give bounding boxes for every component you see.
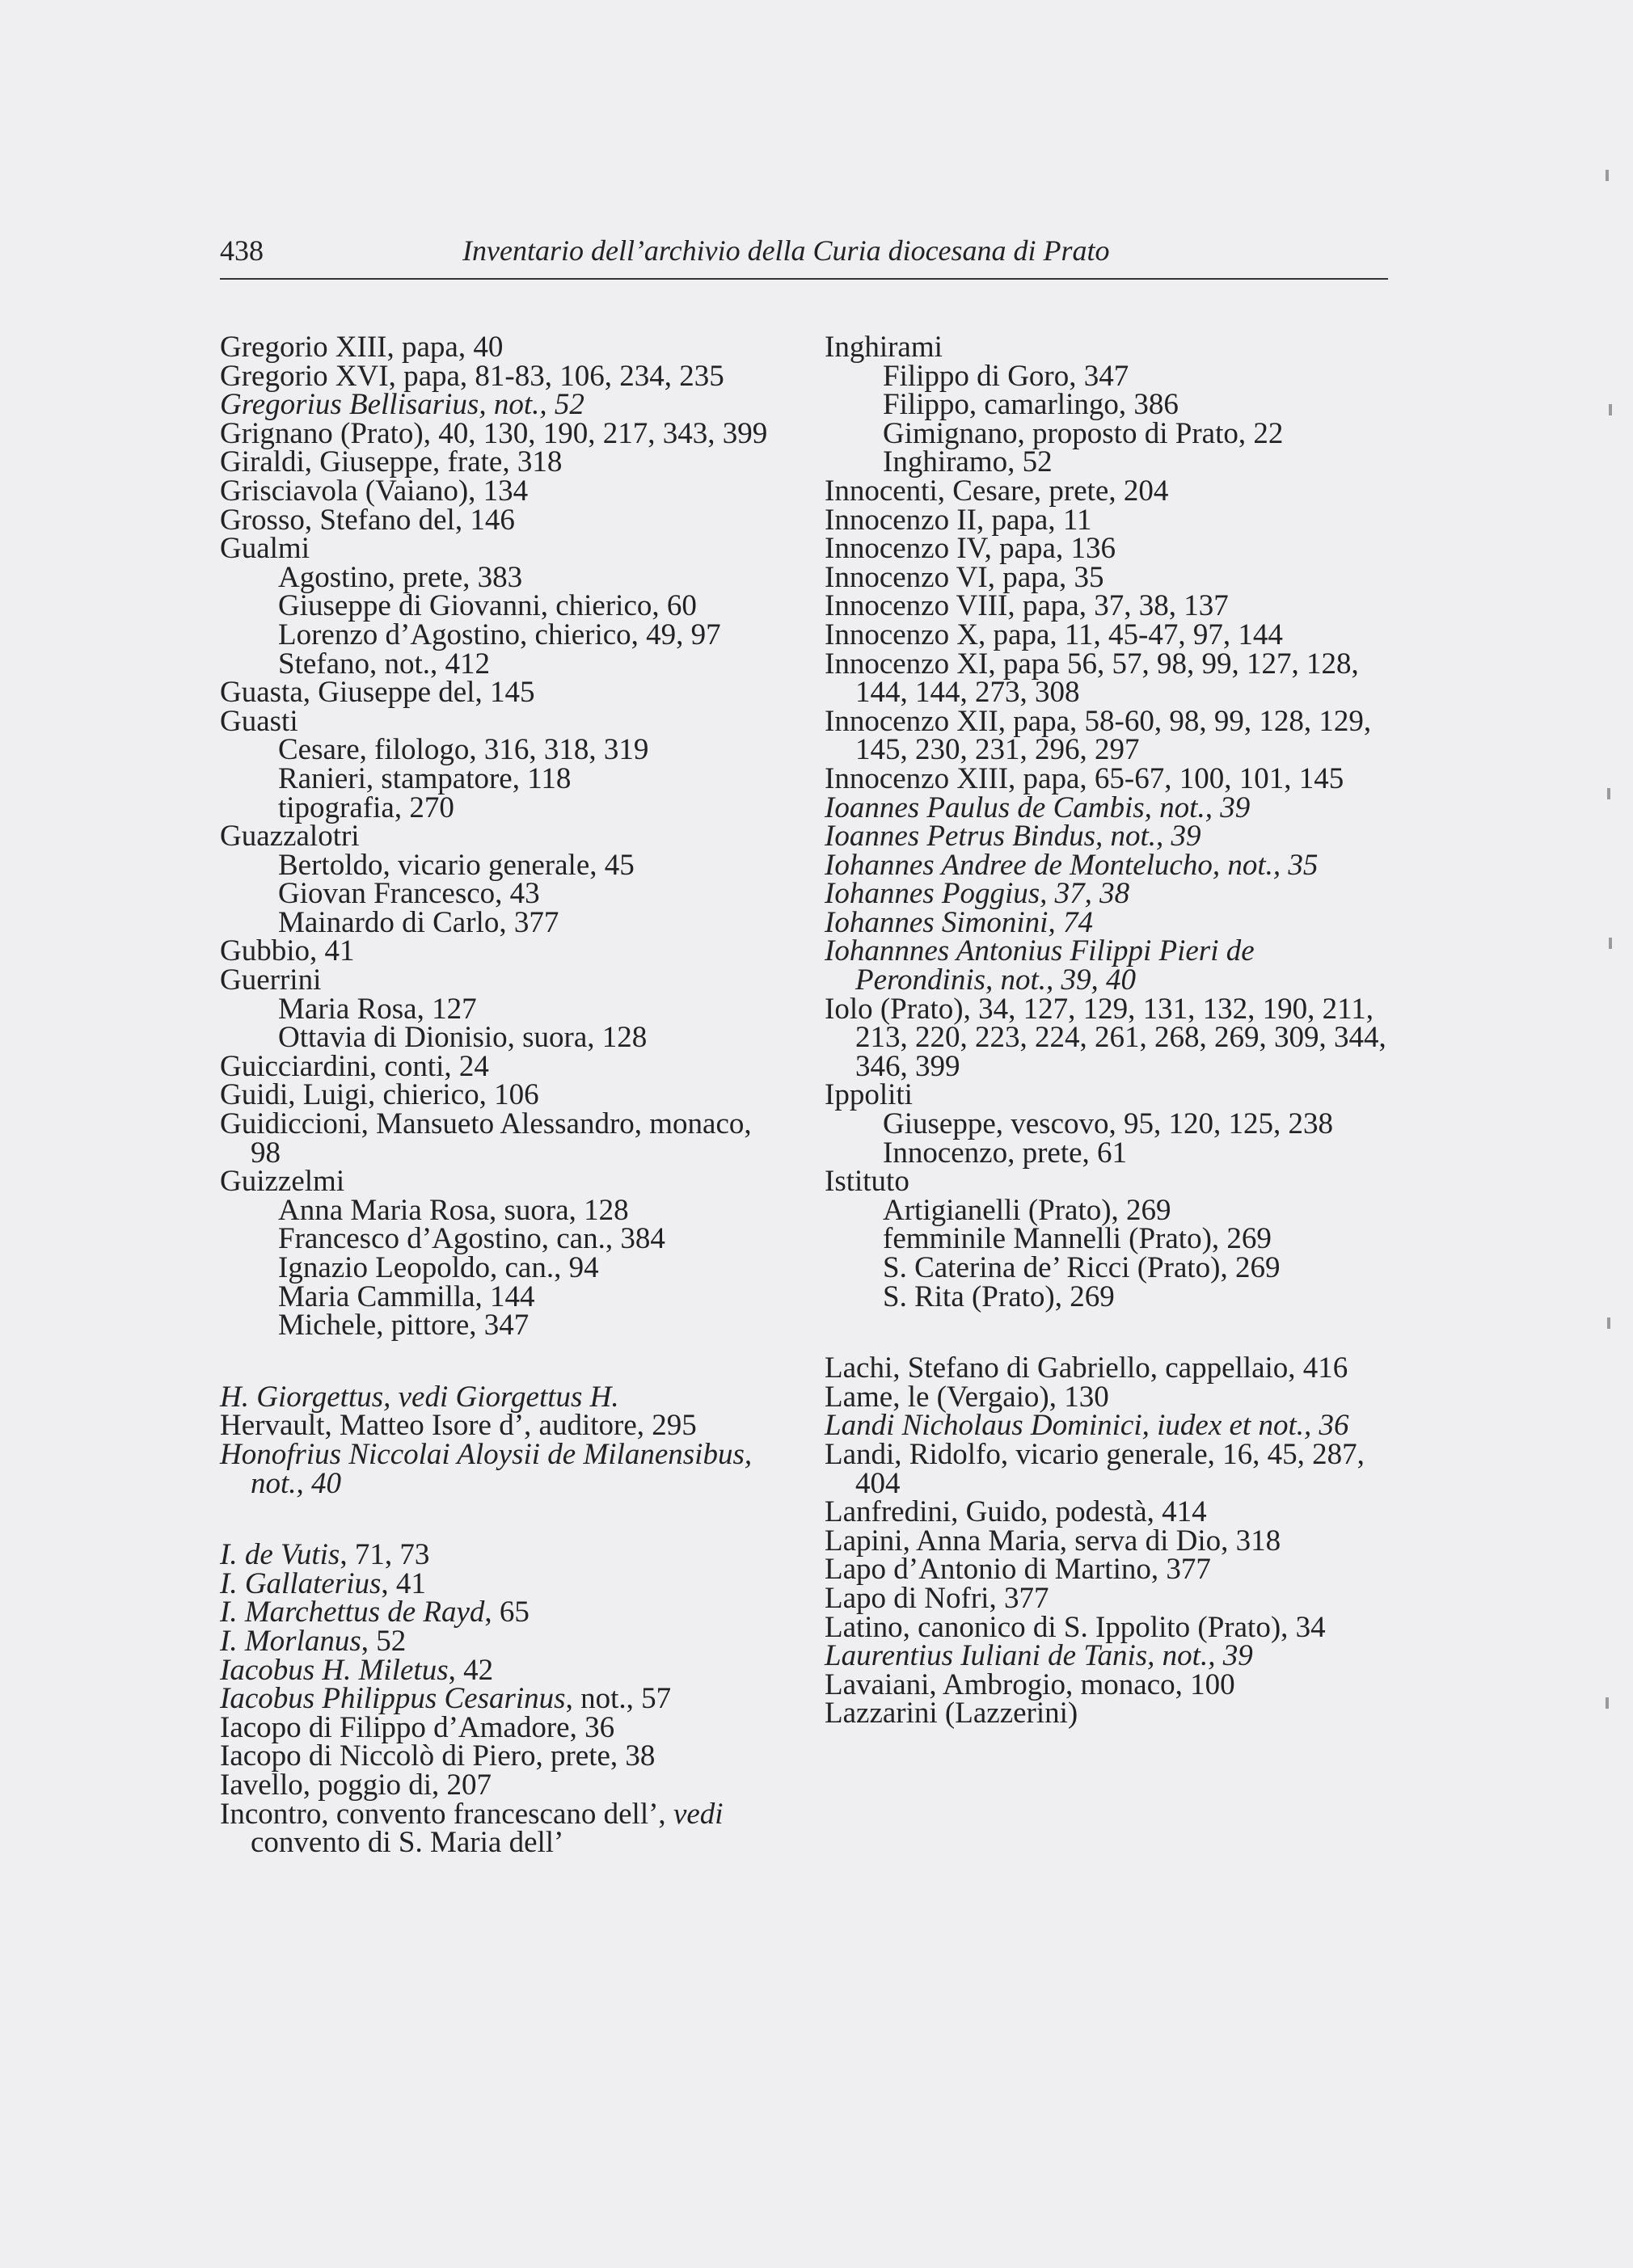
entry-text: Hervault, Matteo Isore d’, auditore, 295 <box>220 1409 697 1443</box>
index-subentry <box>220 560 786 594</box>
running-header <box>220 231 1388 280</box>
index-entry <box>825 704 1390 767</box>
index-section-break <box>220 1498 786 1541</box>
index-entry <box>825 1078 1390 1112</box>
entry-text: Inghirami <box>825 331 943 364</box>
entry-text: Innocenzo X, papa, 11, 45-47, 97, 144 <box>825 618 1283 651</box>
index-entry <box>825 1495 1390 1529</box>
scan-edge-mark <box>1607 788 1610 799</box>
entry-text: Landi, Ridolfo, vicario generale, 16, 45, 287, 404 <box>825 1437 1365 1500</box>
entry-text: Lame, le (Vergaio), 130 <box>825 1380 1109 1414</box>
index-entry <box>220 1107 786 1170</box>
entry-text: Bertoldo, vicario generale, 45 <box>278 848 635 882</box>
entry-text: Ignazio Leopoldo, can., 94 <box>278 1251 599 1284</box>
index-subentry <box>825 416 1390 450</box>
index-entry <box>220 503 786 537</box>
index-subentry <box>220 1021 786 1055</box>
entry-plain-part: convento di S. Maria dell’ <box>251 1826 564 1860</box>
index-entry <box>825 1610 1390 1644</box>
index-subentry <box>825 388 1390 422</box>
entry-text: Innocenzo XII, papa, 58-60, 98, 99, 128, 129, 145, 230, 231, 296, 297 <box>825 704 1372 767</box>
entry-text: Gregorius Bellisarius, not., 52 <box>220 388 584 422</box>
entry-text: Gimignano, proposto di Prato, 22 <box>883 416 1284 450</box>
entry-text: Maria Rosa, 127 <box>278 992 477 1026</box>
entry-plain-part: , 65 <box>484 1596 530 1629</box>
entry-text: Gregorio XIII, papa, 40 <box>220 331 504 364</box>
index-subentry <box>220 589 786 623</box>
entry-text: Honofrius Niccolai Aloysii de Milanensibus, not., 40 <box>220 1437 753 1500</box>
index-subentry <box>825 1222 1390 1256</box>
entry-text: Gubbio, 41 <box>220 934 355 968</box>
entry-text: Lachi, Stefano di Gabriello, cappellaio, 416 <box>825 1351 1348 1385</box>
entry-text: Ranieri, stampatore, 118 <box>278 761 572 795</box>
entry-text: Anna Maria Rosa, suora, 128 <box>278 1193 629 1227</box>
entry-text: Iohannnes Antonius Filippi Pieri de Perondinis, not., 39, 40 <box>825 934 1255 997</box>
index-subentry <box>220 992 786 1026</box>
index-subentry <box>220 905 786 939</box>
entry-text: Iohannes Andree de Montelucho, not., 35 <box>825 848 1319 882</box>
index-entry <box>825 503 1390 537</box>
entry-text: Lapo di Nofri, 377 <box>825 1581 1049 1615</box>
entry-text: Innocenzo VIII, papa, 37, 38, 137 <box>825 589 1229 623</box>
index-entry <box>220 1710 786 1744</box>
entry-plain-part: Incontro, convento francescano dell’, <box>220 1797 673 1831</box>
index-entry <box>825 560 1390 594</box>
entry-text: S. Rita (Prato), 269 <box>883 1279 1115 1313</box>
entry-text: Giovan Francesco, 43 <box>278 877 540 911</box>
index-entry <box>220 1739 786 1773</box>
entry-text: Lanfredini, Guido, podestà, 414 <box>825 1495 1207 1529</box>
index-entry <box>220 1049 786 1083</box>
index-entry <box>825 1581 1390 1615</box>
entry-text: Guerrini <box>220 963 322 997</box>
entry-italic-part: I. de Vutis <box>220 1538 340 1572</box>
entry-plain-part: , not., 57 <box>565 1682 672 1716</box>
entry-text: Guidiccioni, Mansueto Alessandro, monaco, 98 <box>220 1107 752 1170</box>
entry-plain-part: , 52 <box>361 1624 407 1658</box>
index-entry <box>825 1553 1390 1587</box>
index-subentry <box>220 647 786 681</box>
index-subentry <box>825 1279 1390 1313</box>
entry-text: Guidi, Luigi, chierico, 106 <box>220 1078 539 1112</box>
index-entry <box>220 1797 786 1860</box>
entry-text: Filippo, camarlingo, 386 <box>883 388 1179 422</box>
index-subentry <box>220 877 786 911</box>
index-subentry <box>220 733 786 767</box>
entry-text: H. Giorgettus, vedi Giorgettus H. <box>220 1380 619 1414</box>
entry-text: Iohannes Poggius, 37, 38 <box>825 877 1130 911</box>
entry-text: Lavaiani, Ambrogio, monaco, 100 <box>825 1667 1235 1701</box>
index-subentry <box>825 1136 1390 1170</box>
entry-text: Cesare, filologo, 316, 318, 319 <box>278 733 649 767</box>
scan-edge-mark <box>1607 1317 1610 1329</box>
entry-text: Innocenzo II, papa, 11 <box>825 503 1092 537</box>
entry-text: Iavello, poggio di, 207 <box>220 1768 492 1802</box>
index-entry <box>825 1639 1390 1673</box>
running-title: Inventario dell’archivio della Curia diocesana di Prato <box>462 234 1110 267</box>
entry-text: Ippoliti <box>825 1078 913 1112</box>
index-subentry <box>220 761 786 795</box>
entry-text: Maria Cammilla, 144 <box>278 1279 535 1313</box>
index-entry <box>825 1667 1390 1701</box>
entry-text: Innocenzo XIII, papa, 65-67, 100, 101, 145 <box>825 761 1344 795</box>
index-entry <box>220 474 786 508</box>
index-subentry <box>825 1251 1390 1284</box>
entry-text: Michele, pittore, 347 <box>278 1309 530 1343</box>
scan-edge-mark <box>1606 170 1609 181</box>
entry-text: S. Caterina de’ Ricci (Prato), 269 <box>883 1251 1281 1284</box>
entry-text: Innocenzo XI, papa 56, 57, 98, 99, 127, 128, 144, 144, 273, 308 <box>825 647 1359 710</box>
entry-text: Stefano, not., 412 <box>278 647 491 681</box>
entry-text: Inghiramo, 52 <box>883 445 1053 479</box>
index-subentry <box>220 1222 786 1256</box>
entry-text: Landi Nicholaus Dominici, iudex et not., 36 <box>825 1409 1349 1443</box>
entry-text: Grignano (Prato), 40, 130, 190, 217, 343, 399 <box>220 416 768 450</box>
index-entry <box>825 1165 1390 1199</box>
entry-italic-part: I. Marchettus de Rayd <box>220 1596 485 1629</box>
entry-italic-part: Iacobus H. Miletus <box>220 1653 449 1687</box>
index-subentry <box>825 359 1390 393</box>
entry-text: Giraldi, Giuseppe, frate, 318 <box>220 445 563 479</box>
index-subentry <box>825 1193 1390 1227</box>
entry-text: Iohannes Simonini, 74 <box>825 905 1093 939</box>
entry-text: Agostino, prete, 383 <box>278 560 523 594</box>
scan-edge-mark <box>1606 1697 1609 1709</box>
entry-text: Lorenzo d’Agostino, chierico, 49, 97 <box>278 618 721 651</box>
index-entry <box>220 704 786 738</box>
index-entry <box>220 1684 786 1714</box>
entry-text: Laurentius Iuliani de Tanis, not., 39 <box>825 1639 1253 1673</box>
entry-text: Filippo di Goro, 347 <box>883 359 1129 393</box>
index-entry <box>220 1409 786 1443</box>
entry-text: Lapo d’Antonio di Martino, 377 <box>825 1553 1211 1587</box>
entry-text: Francesco d’Agostino, can., 384 <box>278 1222 665 1256</box>
entry-text: Artigianelli (Prato), 269 <box>883 1193 1171 1227</box>
index-subentry <box>825 1107 1390 1141</box>
index-section-break <box>825 1311 1390 1354</box>
entry-text: Latino, canonico di S. Ippolito (Prato), 34 <box>825 1610 1326 1644</box>
index-entry <box>825 1351 1390 1385</box>
page-number: 438 <box>220 234 264 267</box>
index-entry <box>825 761 1390 795</box>
index-entry <box>220 963 786 997</box>
entry-italic-part: vedi <box>673 1797 724 1831</box>
index-entry <box>220 1538 786 1572</box>
entry-text: Innocenzo, prete, 61 <box>883 1136 1128 1170</box>
entry-text: Innocenzo IV, papa, 136 <box>825 532 1116 566</box>
entry-text: Guasti <box>220 704 298 738</box>
index-entry <box>825 1697 1390 1731</box>
entry-text: Grisciavola (Vaiano), 134 <box>220 474 529 508</box>
index-subentry <box>220 1193 786 1227</box>
index-entry <box>825 474 1390 508</box>
entry-text: Gregorio XVI, papa, 81-83, 106, 234, 235 <box>220 359 724 393</box>
index-subentry <box>220 1309 786 1343</box>
index-subentry <box>825 445 1390 479</box>
entry-text: Iacopo di Niccolò di Piero, prete, 38 <box>220 1739 656 1773</box>
index-entry <box>220 1566 786 1600</box>
entry-text: Ioannes Petrus Bindus, not., 39 <box>825 820 1201 854</box>
entry-italic-part: I. Gallaterius <box>220 1566 382 1600</box>
entry-text: Iolo (Prato), 34, 127, 129, 131, 132, 190, 211, 213, 220, 223, 224, 261, 268, 269, 309, 344, 346, 399 <box>825 992 1386 1083</box>
index-entry <box>220 820 786 854</box>
index-entry <box>220 934 786 968</box>
entry-text: Innocenzo VI, papa, 35 <box>825 560 1104 594</box>
index-entry <box>825 589 1390 623</box>
index-entry <box>220 1165 786 1199</box>
index-entry <box>825 905 1390 939</box>
entry-text: Lapini, Anna Maria, serva di Dio, 318 <box>825 1524 1281 1558</box>
entry-text: Lazzarini (Lazzerini) <box>825 1697 1078 1731</box>
index-entry <box>220 1598 786 1627</box>
index-entry <box>825 820 1390 854</box>
scan-edge-mark <box>1609 938 1612 949</box>
entry-text: Guizzelmi <box>220 1165 345 1199</box>
index-column-right <box>825 331 1390 1731</box>
index-entry <box>825 1380 1390 1414</box>
index-subentry <box>220 1251 786 1284</box>
index-column-left <box>220 331 786 1860</box>
scan-edge-mark <box>1609 404 1612 415</box>
index-entry <box>220 1768 786 1802</box>
index-subentry <box>220 790 786 824</box>
index-entry <box>825 790 1390 824</box>
index-entry <box>220 676 786 710</box>
index-section-break <box>220 1340 786 1383</box>
entry-text: Mainardo di Carlo, 377 <box>278 905 559 939</box>
entry-text: Istituto <box>825 1165 909 1199</box>
index-entry <box>825 1409 1390 1443</box>
index-subentry <box>220 1279 786 1313</box>
entry-text: Ottavia di Dionisio, suora, 128 <box>278 1021 648 1055</box>
entry-plain-part: , 41 <box>381 1566 426 1600</box>
entry-text: femminile Mannelli (Prato), 269 <box>883 1222 1272 1256</box>
index-entry <box>220 359 786 393</box>
index-subentry <box>220 848 786 882</box>
entry-text: Innocenti, Cesare, prete, 204 <box>825 474 1169 508</box>
index-entry <box>220 1078 786 1112</box>
index-entry <box>220 1624 786 1658</box>
index-entry <box>825 934 1390 997</box>
index-entry <box>825 618 1390 651</box>
entry-italic-part: I. Morlanus <box>220 1624 361 1658</box>
entry-plain-part: , 42 <box>448 1653 494 1687</box>
entry-text: Giuseppe di Giovanni, chierico, 60 <box>278 589 697 623</box>
index-entry <box>825 1437 1390 1500</box>
index-entry <box>825 877 1390 911</box>
index-entry <box>825 992 1390 1083</box>
entry-italic-part: Iacobus Philippus Cesarinus <box>220 1682 566 1716</box>
index-entry <box>825 848 1390 882</box>
index-entry <box>825 532 1390 566</box>
index-entry <box>220 1437 786 1500</box>
entry-plain-part: , 71, 73 <box>340 1538 430 1572</box>
entry-text: Gualmi <box>220 532 310 566</box>
index-entry <box>220 416 786 450</box>
index-entry <box>220 388 786 422</box>
entry-text: tipografia, 270 <box>278 790 454 824</box>
entry-text: Guasta, Giuseppe del, 145 <box>220 676 535 710</box>
index-entry <box>825 1524 1390 1558</box>
entry-text: Guicciardini, conti, 24 <box>220 1049 489 1083</box>
entry-text: Giuseppe, vescovo, 95, 120, 125, 238 <box>883 1107 1333 1141</box>
index-entry <box>220 532 786 566</box>
entry-text: Grosso, Stefano del, 146 <box>220 503 515 537</box>
entry-text: Ioannes Paulus de Cambis, not., 39 <box>825 790 1251 824</box>
index-entry <box>220 445 786 479</box>
index-entry <box>220 1380 786 1414</box>
index-subentry <box>220 618 786 651</box>
index-entry <box>825 333 1390 362</box>
entry-text: Guazzalotri <box>220 820 360 854</box>
index-entry <box>220 333 786 362</box>
index-entry <box>220 1653 786 1687</box>
entry-text: Iacopo di Filippo d’Amadore, 36 <box>220 1710 615 1744</box>
index-entry <box>825 647 1390 710</box>
